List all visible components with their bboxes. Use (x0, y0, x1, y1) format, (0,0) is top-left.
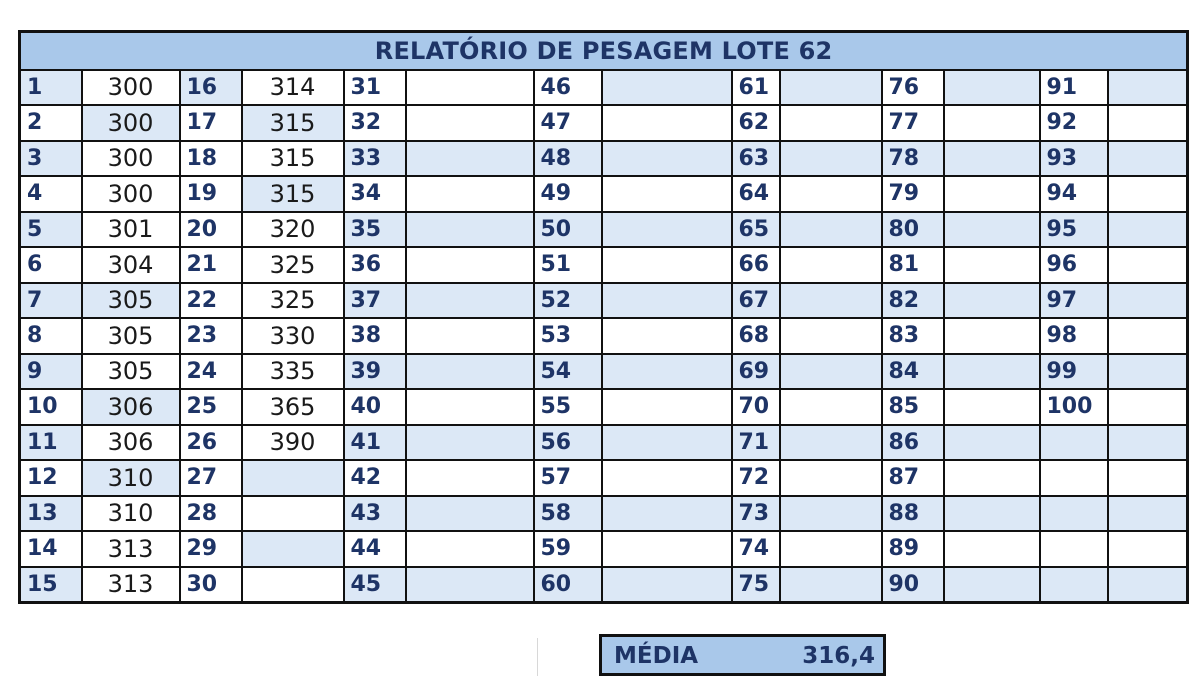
row-index-cell[interactable]: 45 (344, 567, 406, 603)
row-index-cell[interactable]: 23 (180, 318, 242, 354)
weight-value-cell[interactable] (1108, 389, 1188, 425)
weight-value-cell[interactable] (406, 247, 534, 283)
column-divider (537, 638, 538, 676)
weight-value-cell[interactable] (780, 531, 882, 567)
weight-value-cell[interactable]: 306 (82, 425, 180, 461)
weight-value-cell[interactable] (944, 567, 1040, 603)
weight-value-cell[interactable]: 305 (82, 283, 180, 319)
weight-value-cell[interactable] (406, 354, 534, 390)
row-index-cell[interactable]: 61 (732, 70, 780, 106)
weight-value-cell[interactable] (1108, 70, 1188, 106)
weight-value-cell[interactable] (1108, 212, 1188, 248)
row-index-cell[interactable]: 73 (732, 496, 780, 532)
weight-value-cell[interactable]: 315 (242, 105, 344, 141)
row-index-cell[interactable]: 79 (882, 176, 944, 212)
weight-value-cell[interactable] (242, 531, 344, 567)
weight-value-cell[interactable] (602, 247, 732, 283)
weight-value-cell[interactable]: 300 (82, 141, 180, 177)
weight-value-cell[interactable] (602, 389, 732, 425)
weight-value-cell[interactable] (944, 176, 1040, 212)
row-index-cell[interactable]: 69 (732, 354, 780, 390)
weight-value-cell[interactable] (1108, 105, 1188, 141)
row-index-cell[interactable]: 43 (344, 496, 406, 532)
weight-value-cell[interactable] (1108, 318, 1188, 354)
weight-value-cell[interactable]: 315 (242, 176, 344, 212)
weight-value-cell[interactable] (406, 389, 534, 425)
table-row (20, 70, 1188, 106)
weight-value-cell[interactable] (944, 318, 1040, 354)
weight-value-cell[interactable]: 305 (82, 318, 180, 354)
weight-value-cell[interactable] (944, 212, 1040, 248)
row-index-cell[interactable]: 91 (1040, 70, 1108, 106)
weight-value-cell[interactable] (944, 283, 1040, 319)
weight-value-cell[interactable] (944, 425, 1040, 461)
row-index-cell[interactable]: 89 (882, 531, 944, 567)
weight-value-cell[interactable] (602, 318, 732, 354)
row-index-cell[interactable] (1040, 567, 1108, 603)
weight-value-cell[interactable]: 325 (242, 283, 344, 319)
row-index-cell[interactable]: 16 (180, 70, 242, 106)
table-row (20, 283, 1188, 319)
row-index-cell[interactable]: 56 (534, 425, 602, 461)
row-index-cell[interactable]: 97 (1040, 283, 1108, 319)
table-row (20, 496, 1188, 532)
weight-value-cell[interactable]: 330 (242, 318, 344, 354)
weight-value-cell[interactable]: 310 (82, 496, 180, 532)
row-index-cell[interactable]: 75 (732, 567, 780, 603)
table-row (20, 389, 1188, 425)
row-index-cell[interactable]: 98 (1040, 318, 1108, 354)
weight-value-cell[interactable] (944, 389, 1040, 425)
row-index-cell[interactable]: 32 (344, 105, 406, 141)
weight-value-cell[interactable] (242, 496, 344, 532)
weight-value-cell[interactable]: 390 (242, 425, 344, 461)
row-index-cell[interactable]: 76 (882, 70, 944, 106)
row-index-cell[interactable]: 64 (732, 176, 780, 212)
row-index-cell[interactable]: 1 (20, 70, 82, 106)
weight-value-cell[interactable] (406, 105, 534, 141)
row-index-cell[interactable]: 67 (732, 283, 780, 319)
row-index-cell[interactable]: 80 (882, 212, 944, 248)
row-index-cell[interactable]: 81 (882, 247, 944, 283)
row-index-cell[interactable]: 37 (344, 283, 406, 319)
weight-value-cell[interactable] (406, 318, 534, 354)
row-index-cell[interactable]: 44 (344, 531, 406, 567)
weight-value-cell[interactable] (780, 283, 882, 319)
row-index-cell[interactable]: 28 (180, 496, 242, 532)
row-index-cell[interactable]: 19 (180, 176, 242, 212)
row-index-cell[interactable]: 41 (344, 425, 406, 461)
weight-value-cell[interactable] (780, 496, 882, 532)
row-index-cell[interactable]: 9 (20, 354, 82, 390)
row-index-cell[interactable]: 30 (180, 567, 242, 603)
row-index-cell[interactable]: 68 (732, 318, 780, 354)
weight-value-cell[interactable]: 306 (82, 389, 180, 425)
weight-value-cell[interactable] (944, 247, 1040, 283)
weight-value-cell[interactable] (1108, 425, 1188, 461)
row-index-cell[interactable]: 6 (20, 247, 82, 283)
weight-value-cell[interactable] (602, 283, 732, 319)
row-index-cell[interactable]: 66 (732, 247, 780, 283)
weight-value-cell[interactable] (1108, 176, 1188, 212)
weight-value-cell[interactable] (944, 141, 1040, 177)
weight-value-cell[interactable] (780, 318, 882, 354)
weight-value-cell[interactable] (780, 247, 882, 283)
weight-value-cell[interactable] (406, 531, 534, 567)
table-row (20, 176, 1188, 212)
row-index-cell[interactable]: 88 (882, 496, 944, 532)
row-index-cell[interactable]: 33 (344, 141, 406, 177)
weight-value-cell[interactable] (944, 105, 1040, 141)
row-index-cell[interactable]: 36 (344, 247, 406, 283)
weight-value-cell[interactable] (780, 105, 882, 141)
weight-value-cell[interactable] (602, 425, 732, 461)
row-index-cell[interactable]: 14 (20, 531, 82, 567)
weight-value-cell[interactable] (406, 496, 534, 532)
row-index-cell[interactable]: 59 (534, 531, 602, 567)
report-title[interactable]: RELATÓRIO DE PESAGEM LOTE 62 (20, 32, 1188, 70)
weight-value-cell[interactable]: 335 (242, 354, 344, 390)
row-index-cell[interactable]: 58 (534, 496, 602, 532)
weight-value-cell[interactable] (1108, 460, 1188, 496)
row-index-cell[interactable]: 25 (180, 389, 242, 425)
weight-value-cell[interactable] (242, 567, 344, 603)
average-label: MÉDIA (614, 643, 699, 669)
weight-value-cell[interactable] (602, 496, 732, 532)
weight-value-cell[interactable] (602, 176, 732, 212)
weight-value-cell[interactable] (602, 212, 732, 248)
weight-value-cell[interactable] (944, 70, 1040, 106)
weight-value-cell[interactable] (602, 567, 732, 603)
weight-value-cell[interactable]: 365 (242, 389, 344, 425)
weight-value-cell[interactable] (1108, 567, 1188, 603)
weight-value-cell[interactable] (780, 176, 882, 212)
row-index-cell[interactable]: 70 (732, 389, 780, 425)
row-index-cell[interactable]: 7 (20, 283, 82, 319)
weight-value-cell[interactable]: 320 (242, 212, 344, 248)
weight-value-cell[interactable] (406, 425, 534, 461)
row-index-cell[interactable]: 12 (20, 460, 82, 496)
row-index-cell[interactable]: 84 (882, 354, 944, 390)
row-index-cell[interactable] (1040, 496, 1108, 532)
row-index-cell[interactable]: 24 (180, 354, 242, 390)
row-index-cell[interactable]: 83 (882, 318, 944, 354)
weight-value-cell[interactable] (406, 283, 534, 319)
row-index-cell[interactable]: 99 (1040, 354, 1108, 390)
weight-value-cell[interactable]: 310 (82, 460, 180, 496)
table-row (20, 567, 1188, 603)
row-index-cell[interactable]: 87 (882, 460, 944, 496)
weight-value-cell[interactable]: 300 (82, 176, 180, 212)
row-index-cell[interactable]: 94 (1040, 176, 1108, 212)
row-index-cell[interactable]: 51 (534, 247, 602, 283)
weight-value-cell[interactable] (406, 70, 534, 106)
row-index-cell[interactable]: 8 (20, 318, 82, 354)
row-index-cell[interactable]: 10 (20, 389, 82, 425)
weight-value-cell[interactable] (944, 496, 1040, 532)
weight-value-cell[interactable] (1108, 247, 1188, 283)
table-row (20, 354, 1188, 390)
row-index-cell[interactable]: 74 (732, 531, 780, 567)
title-row (20, 32, 1188, 70)
table-row (20, 247, 1188, 283)
row-index-cell[interactable]: 46 (534, 70, 602, 106)
row-index-cell[interactable]: 18 (180, 141, 242, 177)
row-index-cell[interactable]: 78 (882, 141, 944, 177)
row-index-cell[interactable]: 39 (344, 354, 406, 390)
row-index-cell[interactable]: 49 (534, 176, 602, 212)
table-row (20, 141, 1188, 177)
table-row (20, 425, 1188, 461)
row-index-cell[interactable]: 62 (732, 105, 780, 141)
row-index-cell[interactable]: 85 (882, 389, 944, 425)
row-index-cell[interactable] (1040, 460, 1108, 496)
weighing-report-table (18, 30, 1189, 604)
weight-value-cell[interactable] (1108, 141, 1188, 177)
weight-value-cell[interactable] (406, 460, 534, 496)
weight-value-cell[interactable] (944, 354, 1040, 390)
weight-value-cell[interactable] (602, 70, 732, 106)
row-index-cell[interactable]: 96 (1040, 247, 1108, 283)
average-box (599, 634, 886, 676)
row-index-cell[interactable]: 40 (344, 389, 406, 425)
row-index-cell[interactable]: 60 (534, 567, 602, 603)
weight-value-cell[interactable]: 314 (242, 70, 344, 106)
row-index-cell[interactable]: 86 (882, 425, 944, 461)
row-index-cell[interactable]: 31 (344, 70, 406, 106)
weight-value-cell[interactable]: 304 (82, 247, 180, 283)
row-index-cell[interactable]: 21 (180, 247, 242, 283)
weight-value-cell[interactable]: 313 (82, 531, 180, 567)
row-index-cell[interactable]: 71 (732, 425, 780, 461)
table-row (20, 460, 1188, 496)
row-index-cell[interactable]: 77 (882, 105, 944, 141)
row-index-cell[interactable]: 26 (180, 425, 242, 461)
weight-value-cell[interactable] (406, 212, 534, 248)
row-index-cell[interactable]: 29 (180, 531, 242, 567)
row-index-cell[interactable]: 65 (732, 212, 780, 248)
weight-value-cell[interactable] (780, 212, 882, 248)
weight-value-cell[interactable] (780, 567, 882, 603)
row-index-cell[interactable]: 27 (180, 460, 242, 496)
table-row (20, 105, 1188, 141)
weight-value-cell[interactable] (406, 176, 534, 212)
row-index-cell[interactable]: 47 (534, 105, 602, 141)
weight-value-cell[interactable] (780, 70, 882, 106)
weight-value-cell[interactable] (944, 460, 1040, 496)
row-index-cell[interactable]: 57 (534, 460, 602, 496)
row-index-cell[interactable]: 72 (732, 460, 780, 496)
row-index-cell[interactable]: 5 (20, 212, 82, 248)
row-index-cell[interactable]: 2 (20, 105, 82, 141)
table-row (20, 318, 1188, 354)
weight-value-cell[interactable] (602, 105, 732, 141)
weight-value-cell[interactable]: 305 (82, 354, 180, 390)
table-row (20, 212, 1188, 248)
weight-value-cell[interactable]: 300 (82, 105, 180, 141)
weight-value-cell[interactable]: 301 (82, 212, 180, 248)
weight-value-cell[interactable]: 315 (242, 141, 344, 177)
row-index-cell[interactable]: 4 (20, 176, 82, 212)
weight-value-cell[interactable] (406, 567, 534, 603)
weight-value-cell[interactable] (1108, 283, 1188, 319)
weight-value-cell[interactable] (780, 354, 882, 390)
weight-value-cell[interactable]: 325 (242, 247, 344, 283)
row-index-cell[interactable]: 13 (20, 496, 82, 532)
row-index-cell[interactable]: 15 (20, 567, 82, 603)
row-index-cell[interactable] (1040, 531, 1108, 567)
row-index-cell[interactable]: 11 (20, 425, 82, 461)
row-index-cell[interactable]: 22 (180, 283, 242, 319)
weight-value-cell[interactable] (602, 354, 732, 390)
row-index-cell[interactable]: 92 (1040, 105, 1108, 141)
weight-value-cell[interactable] (780, 141, 882, 177)
weight-value-cell[interactable] (1108, 496, 1188, 532)
table-row (20, 531, 1188, 567)
row-index-cell[interactable]: 55 (534, 389, 602, 425)
row-index-cell[interactable]: 53 (534, 318, 602, 354)
row-index-cell[interactable]: 82 (882, 283, 944, 319)
row-index-cell[interactable]: 63 (732, 141, 780, 177)
row-index-cell[interactable]: 100 (1040, 389, 1108, 425)
weight-value-cell[interactable] (780, 460, 882, 496)
weight-value-cell[interactable] (602, 141, 732, 177)
weight-value-cell[interactable] (406, 141, 534, 177)
weight-value-cell[interactable] (242, 460, 344, 496)
row-index-cell[interactable]: 48 (534, 141, 602, 177)
row-index-cell[interactable]: 90 (882, 567, 944, 603)
row-index-cell[interactable]: 34 (344, 176, 406, 212)
row-index-cell[interactable]: 50 (534, 212, 602, 248)
weight-value-cell[interactable] (602, 531, 732, 567)
row-index-cell[interactable]: 17 (180, 105, 242, 141)
row-index-cell[interactable]: 35 (344, 212, 406, 248)
row-index-cell[interactable] (1040, 425, 1108, 461)
weight-value-cell[interactable] (944, 531, 1040, 567)
row-index-cell[interactable]: 3 (20, 141, 82, 177)
average-value[interactable]: 316,4 (802, 643, 875, 669)
weight-value-cell[interactable] (780, 389, 882, 425)
weight-value-cell[interactable]: 300 (82, 70, 180, 106)
row-index-cell[interactable]: 20 (180, 212, 242, 248)
row-index-cell[interactable]: 38 (344, 318, 406, 354)
weight-value-cell[interactable] (602, 460, 732, 496)
row-index-cell[interactable]: 52 (534, 283, 602, 319)
weight-value-cell[interactable] (780, 425, 882, 461)
row-index-cell[interactable]: 93 (1040, 141, 1108, 177)
row-index-cell[interactable]: 54 (534, 354, 602, 390)
row-index-cell[interactable]: 95 (1040, 212, 1108, 248)
weight-value-cell[interactable] (1108, 531, 1188, 567)
weight-value-cell[interactable] (1108, 354, 1188, 390)
weight-value-cell[interactable]: 313 (82, 567, 180, 603)
row-index-cell[interactable]: 42 (344, 460, 406, 496)
